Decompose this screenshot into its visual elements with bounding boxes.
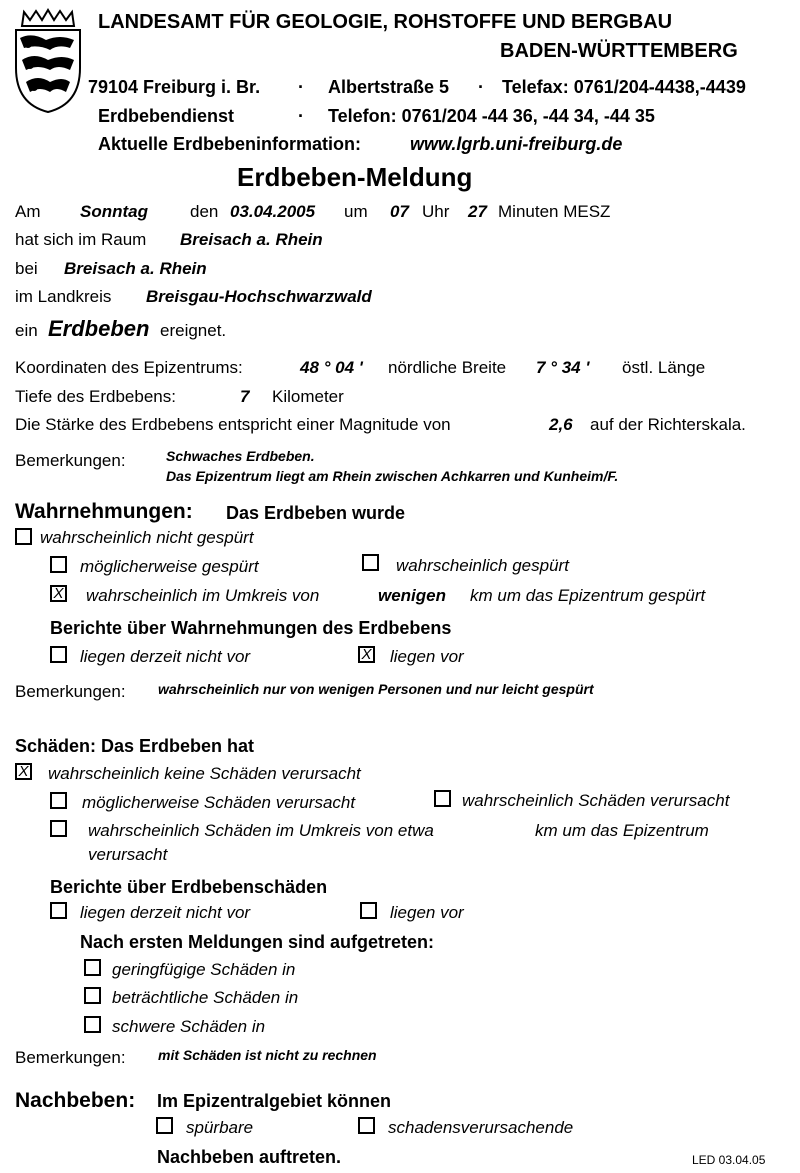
perception-remarks: wahrscheinlich nur von wenigen Personen und nur leicht gespürt bbox=[158, 681, 594, 697]
coat-of-arms-icon bbox=[10, 8, 86, 114]
separator-dot: · bbox=[478, 77, 484, 97]
perception-reports-none-label: liegen derzeit nicht vor bbox=[80, 647, 251, 666]
damage-severe-label: schwere Schäden in bbox=[112, 1017, 266, 1036]
latitude-value: 48 ° 04 ' bbox=[300, 358, 363, 377]
info-url-link[interactable]: www.lgrb.uni-freiburg.de bbox=[410, 134, 623, 154]
aftershock-damaging-checkbox[interactable] bbox=[358, 1117, 375, 1134]
damage-considerable-checkbox[interactable] bbox=[84, 987, 101, 1004]
perception-remarks-label: Bemerkungen: bbox=[15, 682, 126, 701]
aftershock-heading: Nachbeben: bbox=[15, 1089, 136, 1112]
remarks-label: Bemerkungen: bbox=[15, 451, 126, 470]
den-label: den bbox=[190, 202, 219, 221]
magnitude-suffix: auf der Richterskala. bbox=[590, 415, 746, 434]
fax-number: Telefax: 0761/204-4438,-4439 bbox=[502, 77, 746, 97]
aftershock-damaging-label: schadensverursachende bbox=[388, 1118, 574, 1137]
depth-value: 7 bbox=[240, 387, 250, 406]
depth-unit: Kilometer bbox=[272, 387, 344, 406]
remarks-line2: Das Epizentrum liegt am Rhein zwischen Achkarren und Kunheim/F. bbox=[166, 468, 619, 484]
damage-probably-checkbox[interactable] bbox=[434, 790, 451, 807]
address-street: Albertstraße 5 bbox=[328, 77, 450, 97]
damage-minor-label: geringfügige Schäden in bbox=[112, 960, 296, 979]
damage-reports-present-label: liegen vor bbox=[390, 903, 464, 922]
perception-reports-present-label: liegen vor bbox=[390, 647, 464, 666]
am-label: Am bbox=[15, 202, 41, 221]
damage-radius-suffix: km um das Epizentrum bbox=[535, 821, 709, 840]
first-reports-heading: Nach ersten Meldungen sind aufgetreten: bbox=[80, 932, 435, 952]
damage-possibly-label: möglicherweise Schäden verursacht bbox=[82, 793, 356, 812]
hour-value: 07 bbox=[390, 202, 409, 221]
date-value: 03.04.2005 bbox=[230, 202, 316, 221]
um-label: um bbox=[344, 202, 368, 221]
longitude-label: östl. Länge bbox=[622, 358, 706, 377]
page-title: Erdbeben-Meldung bbox=[237, 162, 473, 192]
damage-reports-none-checkbox[interactable] bbox=[50, 902, 67, 919]
raum-value: Breisach a. Rhein bbox=[180, 230, 323, 249]
ein-label: ein bbox=[15, 321, 38, 340]
aftershock-closing: Nachbeben auftreten. bbox=[157, 1147, 342, 1167]
perception-reports-present-checkbox[interactable]: X bbox=[358, 646, 375, 663]
damage-minor-checkbox[interactable] bbox=[84, 959, 101, 976]
perception-subheading: Das Erdbeben wurde bbox=[226, 503, 406, 523]
phone-number: Telefon: 0761/204 -44 36, -44 34, -44 35 bbox=[328, 106, 655, 126]
damage-remarks: mit Schäden ist nicht zu rechnen bbox=[158, 1047, 377, 1063]
ereignet-label: ereignet. bbox=[160, 321, 227, 340]
bei-label: bei bbox=[15, 259, 38, 278]
org-name-line2: BADEN-WÜRTTEMBERG bbox=[500, 40, 738, 62]
bei-value: Breisach a. Rhein bbox=[64, 259, 207, 278]
landkreis-label: im Landkreis bbox=[15, 287, 112, 306]
minute-value: 27 bbox=[468, 202, 487, 221]
damage-reports-present-checkbox[interactable] bbox=[360, 902, 377, 919]
footer-code: LED 03.04.05 bbox=[692, 1153, 766, 1167]
separator-dot: · bbox=[298, 77, 304, 97]
perception-heading: Wahrnehmungen: bbox=[15, 500, 193, 523]
raum-label: hat sich im Raum bbox=[15, 230, 147, 249]
damage-reports-heading: Berichte über Erdbebenschäden bbox=[50, 877, 328, 897]
perception-not-label: wahrscheinlich nicht gespürt bbox=[40, 528, 254, 547]
perception-not-checkbox[interactable] bbox=[15, 528, 32, 545]
damage-reports-none-label: liegen derzeit nicht vor bbox=[80, 903, 251, 922]
depth-label: Tiefe des Erdbebens: bbox=[15, 387, 176, 406]
aftershock-noticeable-label: spürbare bbox=[186, 1118, 254, 1137]
separator-dot: · bbox=[298, 106, 304, 126]
longitude-value: 7 ° 34 ' bbox=[536, 358, 590, 377]
damage-heading: Schäden: Das Erdbeben hat bbox=[15, 736, 255, 756]
damage-none-label: wahrscheinlich keine Schäden verursacht bbox=[48, 764, 361, 783]
org-name-line1: LANDESAMT FÜR GEOLOGIE, ROHSTOFFE UND BERGBAU bbox=[98, 11, 673, 33]
aftershock-subheading: Im Epizentralgebiet können bbox=[157, 1091, 392, 1111]
perception-probably-checkbox[interactable] bbox=[362, 554, 379, 571]
damage-severe-checkbox[interactable] bbox=[84, 1016, 101, 1033]
latitude-label: nördliche Breite bbox=[388, 358, 507, 377]
perception-radius-label: wahrscheinlich im Umkreis von bbox=[86, 586, 320, 605]
perception-radius-checkbox[interactable]: X bbox=[50, 585, 67, 602]
damage-radius-line2: verursacht bbox=[88, 845, 168, 864]
perception-possibly-checkbox[interactable] bbox=[50, 556, 67, 573]
landkreis-value: Breisgau-Hochschwarzwald bbox=[146, 287, 372, 306]
perception-radius-value: wenigen bbox=[378, 586, 447, 605]
coord-label: Koordinaten des Epizentrums: bbox=[15, 358, 243, 377]
damage-remarks-label: Bemerkungen: bbox=[15, 1048, 126, 1067]
magnitude-text: Die Stärke des Erdbebens entspricht einer Magnitude von bbox=[15, 415, 451, 434]
aftershock-noticeable-checkbox[interactable] bbox=[156, 1117, 173, 1134]
info-label: Aktuelle Erdbebeninformation: bbox=[98, 134, 362, 154]
service-name: Erdbebendienst bbox=[98, 106, 235, 126]
perception-reports-none-checkbox[interactable] bbox=[50, 646, 67, 663]
erdbeben-word: Erdbeben bbox=[48, 316, 150, 341]
damage-none-checkbox[interactable]: X bbox=[15, 763, 32, 780]
damage-considerable-label: beträchtliche Schäden in bbox=[112, 988, 299, 1007]
perception-probably-label: wahrscheinlich gespürt bbox=[396, 556, 569, 575]
weekday-value: Sonntag bbox=[80, 202, 148, 221]
damage-radius-checkbox[interactable] bbox=[50, 820, 67, 837]
perception-radius-suffix: km um das Epizentrum gespürt bbox=[470, 586, 706, 605]
perception-reports-heading: Berichte über Wahrnehmungen des Erdbebens bbox=[50, 618, 452, 638]
damage-possibly-checkbox[interactable] bbox=[50, 792, 67, 809]
remarks-line1: Schwaches Erdbeben. bbox=[166, 448, 315, 464]
damage-probably-label: wahrscheinlich Schäden verursacht bbox=[462, 791, 730, 810]
address-city: 79104 Freiburg i. Br. bbox=[88, 77, 261, 97]
perception-possibly-label: möglicherweise gespürt bbox=[80, 557, 259, 576]
damage-radius-label: wahrscheinlich Schäden im Umkreis von etwa bbox=[88, 821, 434, 840]
uhr-label: Uhr bbox=[422, 202, 450, 221]
magnitude-value: 2,6 bbox=[549, 415, 573, 434]
minutes-label: Minuten MESZ bbox=[498, 202, 611, 221]
